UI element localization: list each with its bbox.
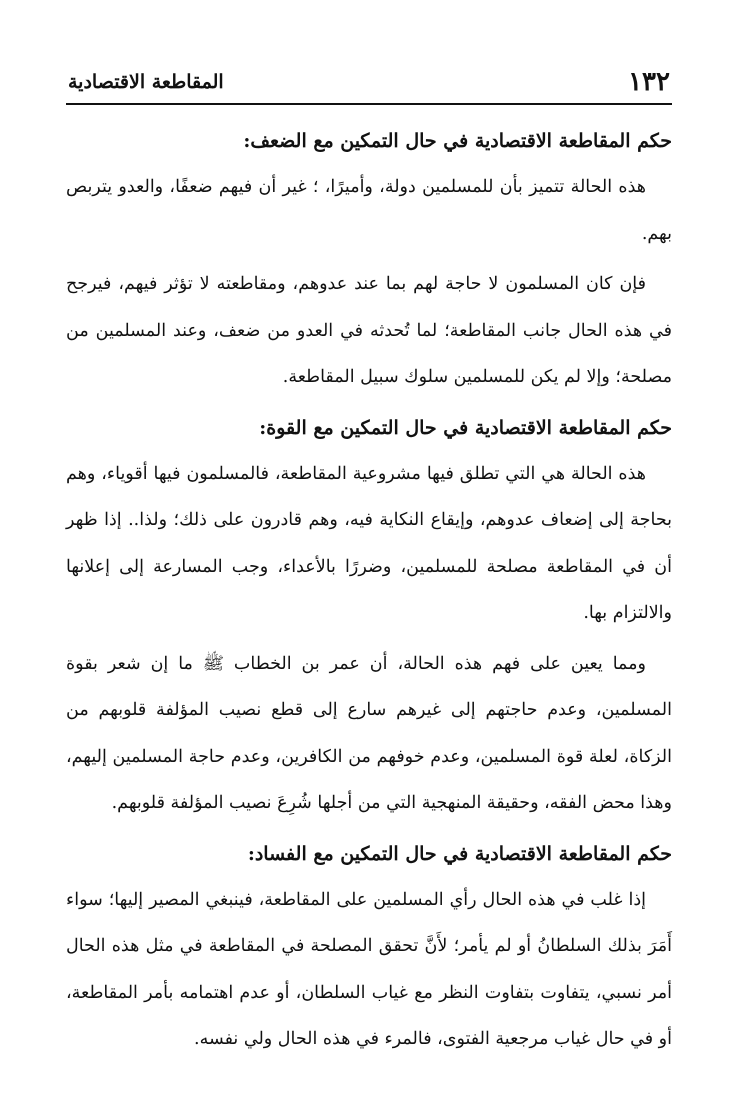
section-weakness: [66, 118, 672, 401]
page-number: ١٣٢: [628, 67, 670, 97]
section-strength: [66, 405, 672, 827]
paragraph: فإن كان المسلمون لا حاجة لهم بما عند عدوهم، ومقاطعته لا تؤثر فيهم، فيرجح في هذه الحال جانب المقاطعة؛ لما تُحدثه في العدو من ضعف، وعند المسلمين من مصلحة؛ وإلا لم يكن للمسلمين سلوك سبيل المقاطعة.: [66, 274, 672, 387]
paragraph: ومما يعين على فهم هذه الحالة، أن عمر بن الخطاب ﷺ ما إن شعر بقوة المسلمين، وعدم حاجتهم إلى غيرهم سارع إلى قطع نصيب المؤلفة قلوبهم من الزكاة، لعلة قوة المسلمين، وعدم خوفهم من الكافرين، وعدم حاجة المسلمين إليهم، وهذا محض الفقه، وحقيقة المنهجية التي من أجلها شُرِعَ نصيب المؤلفة قلوبهم.: [66, 653, 672, 813]
page-body: [66, 118, 672, 1067]
paragraph: إذا غلب في هذه الحال رأي المسلمين على المقاطعة، فينبغي المصير إليها؛ سواء أَمَرَ بذلك السلطانُ أو لم يأمر؛ لأَنَّ تحقق المصلحة في المقاطعة في مثل هذه الحال أمر نسبي، يتفاوت بتفاوت النظر مع غياب السلطان، أو عدم اهتمامه بأمر المقاطعة، أو في حال غياب مرجعية الفتوى، فالمرء في هذه الحال ولي نفسه.: [66, 889, 672, 1049]
paragraph: هذه الحالة تتميز بأن للمسلمين دولة، وأميرًا، ؛ غير أن فيهم ضعفًا، والعدو يتربص بهم.: [66, 177, 672, 244]
section-corruption: [66, 831, 672, 1063]
header-divider: [66, 103, 672, 105]
page-header: [68, 62, 670, 102]
section-heading: حكم المقاطعة الاقتصادية في حال التمكين مع الفساد:: [247, 842, 672, 865]
section-heading: حكم المقاطعة الاقتصادية في حال التمكين مع الضعف:: [243, 130, 672, 152]
paragraph: هذه الحالة هي التي تطلق فيها مشروعية المقاطعة، فالمسلمون فيها أقوياء، وهم بحاجة إلى إضعاف عدوهم، وإيقاع النكاية فيه، وهم قادرون على ذلك؛ ولذا.. إذا ظهر أن في المقاطعة مصلحة للمسلمين، وضررًا بالأعداء، وجب المسارعة إلى إعلانها والالتزام بها.: [66, 463, 672, 623]
running-title: المقاطعة الاقتصادية: [68, 71, 224, 93]
section-heading: حكم المقاطعة الاقتصادية في حال التمكين مع القوة:: [259, 416, 672, 439]
